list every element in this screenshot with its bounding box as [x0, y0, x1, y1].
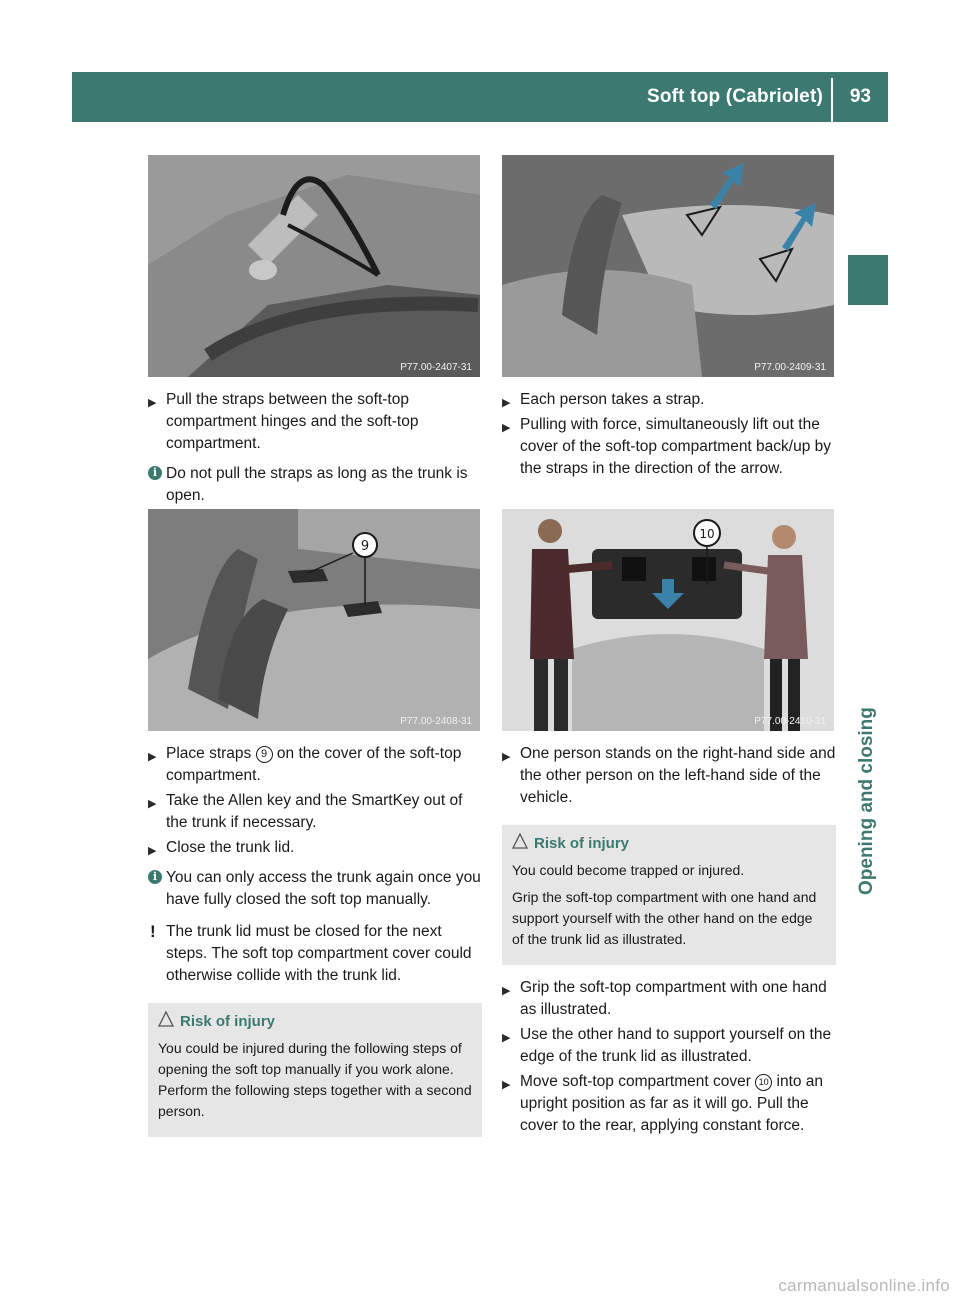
- step-arrow-icon: ▶: [502, 985, 511, 997]
- left-column-top: [148, 389, 482, 517]
- step-grip: ▶ Grip the soft-top compartment with one hand as illustrated.: [502, 979, 827, 1018]
- step-arrow-icon: ▶: [148, 751, 157, 763]
- warning-box: [502, 825, 836, 965]
- chapter-side-label: Opening and closing: [856, 707, 877, 895]
- step-lift-cover: ▶ Pulling with force, simultaneously lift out the cover of the soft-top compartment back/up by the straps in the direction of the arrow.: [502, 416, 832, 477]
- info-note: i Do not pull the straps as long as the trunk is open.: [148, 463, 482, 507]
- info-note: i You can only access the trunk again once you have fully closed the soft top manually.: [148, 867, 482, 911]
- step-arrow-icon: ▶: [148, 397, 157, 409]
- step-move-cover: ▶ Move soft-top compartment cover 10 into an upright position as far as it will go. Pull the cover to the rear, applying constant force.: [502, 1073, 824, 1134]
- caution-icon: !: [150, 922, 156, 941]
- step-arrow-icon: ▶: [148, 845, 157, 857]
- step-take-strap: ▶ Each person takes a strap.: [502, 389, 836, 411]
- right-column-bottom: [502, 743, 836, 1140]
- side-tab: [848, 255, 888, 305]
- warning-title: Risk of injury: [512, 833, 826, 854]
- figure-code: P77.00-2409-31: [754, 362, 826, 373]
- figure-code: P77.00-2408-31: [400, 716, 472, 727]
- info-icon: i: [148, 870, 162, 884]
- step-arrow-icon: ▶: [502, 397, 511, 409]
- callout-10: 10: [699, 527, 715, 541]
- warning-title: Risk of injury: [158, 1011, 472, 1032]
- figure-lift-cover: [502, 155, 834, 377]
- callout-9: 9: [360, 539, 370, 554]
- step-arrow-icon: ▶: [502, 751, 511, 763]
- info-icon: i: [148, 466, 162, 480]
- step-arrow-icon: ▶: [502, 1032, 511, 1044]
- warning-box: [148, 1003, 482, 1137]
- figure-trunk-straps: [148, 155, 480, 377]
- caution-note: ! The trunk lid must be closed for the next steps. The soft top compartment cover could otherwise collide with the trunk lid.: [150, 922, 472, 984]
- right-column-top: [502, 389, 836, 483]
- ref-circle-9: 9: [256, 746, 273, 763]
- step-arrow-icon: ▶: [502, 1079, 511, 1091]
- step-place-straps: ▶ Place straps 9 on the cover of the soft-top compartment.: [148, 745, 462, 784]
- warning-text-1: You could become trapped or injured.: [512, 862, 745, 878]
- header-divider: [831, 78, 833, 122]
- step-close-trunk: ▶ Close the trunk lid.: [148, 837, 482, 859]
- step-pull-straps: ▶ Pull the straps between the soft-top compartment hinges and the soft-top compartment.: [148, 391, 419, 452]
- figure-two-people: [502, 509, 834, 731]
- figure-straps-on-cover: [148, 509, 480, 731]
- step-take-keys: ▶ Take the Allen key and the SmartKey out of the trunk if necessary.: [148, 792, 463, 831]
- step-positions: ▶ One person stands on the right-hand side and the other person on the left-hand side of the vehicle.: [502, 745, 836, 806]
- left-column-bottom: [148, 743, 482, 1137]
- ref-circle-10: 10: [755, 1074, 772, 1091]
- warning-triangle-icon: [512, 833, 528, 849]
- step-arrow-icon: ▶: [502, 422, 511, 434]
- page-number: 93: [849, 86, 871, 107]
- step-arrow-icon: ▶: [148, 798, 157, 810]
- section-title: Soft top (Cabriolet): [646, 86, 823, 107]
- figure-code: P77.00-2410-31: [754, 716, 826, 727]
- watermark: carmanualsonline.info: [778, 1276, 950, 1295]
- step-support: ▶ Use the other hand to support yourself on the edge of the trunk lid as illustrated.: [502, 1026, 832, 1065]
- warning-text-2: Grip the soft-top compartment with one hand and support yourself with the other hand on the edge of the trunk lid as illustrated.: [512, 889, 817, 947]
- warning-text: You could be injured during the following steps of opening the soft top manually if you work alone. Perform the following steps together with a second person.: [158, 1040, 472, 1119]
- figure-code: P77.00-2407-31: [400, 362, 472, 373]
- warning-triangle-icon: [158, 1011, 174, 1027]
- page-header: [72, 72, 888, 122]
